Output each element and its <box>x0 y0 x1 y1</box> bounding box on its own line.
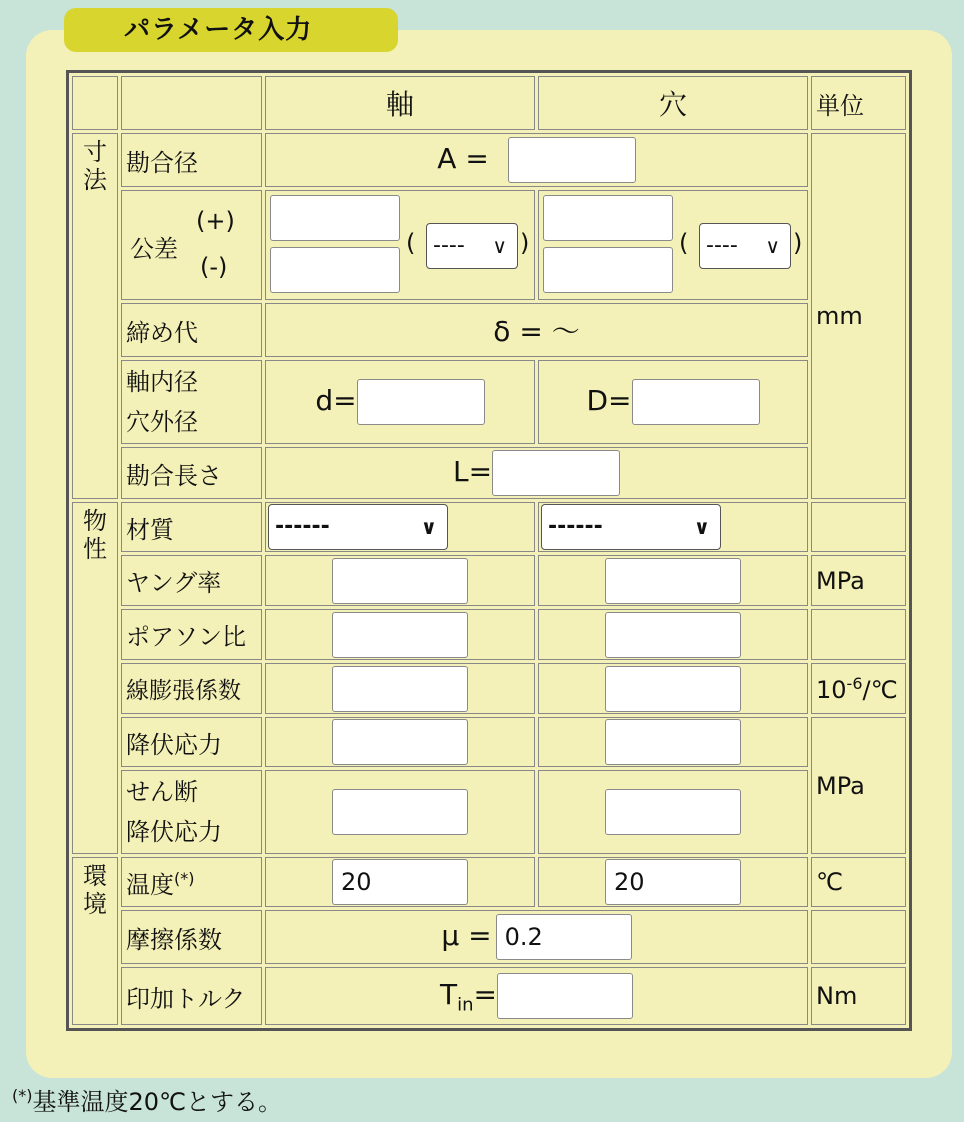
label-tolerance: 公差 <box>130 235 178 263</box>
label-tolerance-plus: (+) <box>196 207 235 235</box>
paren-close: ) <box>520 229 530 257</box>
label-temperature-cell <box>121 857 262 907</box>
hole-temperature-input[interactable]: 20 <box>605 859 741 905</box>
paren-open: ( <box>406 229 416 257</box>
label-tolerance-cell <box>121 190 262 300</box>
header-blank <box>121 76 262 130</box>
shaft-tolerance-minus-input[interactable] <box>270 247 400 293</box>
shaft-young-input[interactable] <box>332 558 468 604</box>
label-hole-outer: 穴外径 <box>126 408 198 436</box>
label-shear: せん断 <box>126 778 198 806</box>
shaft-tolerance-plus-input[interactable] <box>270 195 400 241</box>
hole-poisson-input[interactable] <box>605 612 741 658</box>
tolerance-shaft-cell <box>265 190 535 300</box>
label-torque: 印加トルク <box>121 967 262 1025</box>
label-poisson: ポアソン比 <box>121 609 262 660</box>
fit-diameter-input[interactable] <box>508 137 636 183</box>
panel-title: パラメータ入力 <box>64 8 398 52</box>
label-interference: 締め代 <box>121 303 262 357</box>
fit-diameter-prefix: A = <box>437 142 489 175</box>
shaft-poisson-input[interactable] <box>332 612 468 658</box>
unit-expansion <box>811 663 906 714</box>
hole-shear-yield-input[interactable] <box>605 789 741 835</box>
category-dimensions: 寸法 <box>72 133 118 499</box>
tolerance-hole-cell <box>538 190 808 300</box>
corner-cell <box>72 76 118 130</box>
friction-prefix: μ = <box>441 919 492 952</box>
unit-poisson <box>811 609 906 660</box>
unit-material <box>811 502 906 552</box>
header-unit: 単位 <box>811 76 906 130</box>
chevron-down-icon: ∨ <box>693 515 710 539</box>
hole-grade-value: ---- <box>706 233 738 258</box>
unit-expansion-rest: /℃ <box>862 675 898 704</box>
unit-mm: mm <box>811 133 906 499</box>
label-tolerance-minus: (-) <box>200 253 228 281</box>
label-fit-length: 勘合長さ <box>121 447 262 499</box>
hole-young-input[interactable] <box>605 558 741 604</box>
shaft-grade-value: ---- <box>433 233 465 258</box>
label-yield: 降伏応力 <box>121 717 262 767</box>
shaft-material-select[interactable] <box>268 504 448 550</box>
unit-torque: Nm <box>811 967 906 1025</box>
fit-length-input[interactable] <box>492 450 620 496</box>
paren-open: ( <box>679 229 689 257</box>
torque-prefix-sub: in <box>457 994 474 1016</box>
torque-prefix <box>440 978 497 1016</box>
torque-prefix-main: T <box>440 978 458 1011</box>
chevron-down-icon: ∨ <box>492 234 507 258</box>
shaft-inner-prefix: d= <box>315 384 357 417</box>
unit-temperature: ℃ <box>811 857 906 907</box>
torque-prefix-eq: = <box>473 978 497 1011</box>
torque-input[interactable] <box>497 973 633 1019</box>
friction-input[interactable]: 0.2 <box>496 914 632 960</box>
hole-outer-input[interactable] <box>632 379 760 425</box>
header-shaft: 軸 <box>265 76 535 130</box>
chevron-down-icon: ∨ <box>765 234 780 258</box>
hole-tolerance-plus-input[interactable] <box>543 195 673 241</box>
paren-close: ) <box>793 229 803 257</box>
hole-material-select[interactable] <box>541 504 721 550</box>
footnote <box>12 1082 282 1117</box>
unit-young: MPa <box>811 555 906 606</box>
temperature-note-mark: (*) <box>174 868 195 888</box>
label-expansion: 線膨張係数 <box>121 663 262 714</box>
parameter-table <box>66 70 912 1031</box>
hole-tolerance-minus-input[interactable] <box>543 247 673 293</box>
unit-friction <box>811 910 906 964</box>
header-hole: 穴 <box>538 76 808 130</box>
unit-stress: MPa <box>811 717 906 854</box>
hole-yield-input[interactable] <box>605 719 741 765</box>
category-properties: 物性 <box>72 502 118 854</box>
shaft-tolerance-grade-select[interactable] <box>426 223 518 269</box>
label-friction: 摩擦係数 <box>121 910 262 964</box>
label-material: 材質 <box>121 502 262 552</box>
interference-value: δ = ～ <box>265 303 808 357</box>
hole-tolerance-grade-select[interactable] <box>699 223 791 269</box>
label-young: ヤング率 <box>121 555 262 606</box>
shaft-yield-input[interactable] <box>332 719 468 765</box>
hole-expansion-input[interactable] <box>605 666 741 712</box>
unit-expansion-base: 10 <box>816 675 847 704</box>
hole-material-value: ------ <box>548 514 603 539</box>
fit-length-prefix: L= <box>452 455 493 488</box>
label-shaft-inner: 軸内径 <box>126 368 198 396</box>
label-inner-outer <box>121 360 262 444</box>
shaft-material-value: ------ <box>275 514 330 539</box>
label-shear-yield <box>121 770 262 854</box>
label-temperature: 温度 <box>126 870 174 899</box>
shaft-expansion-input[interactable] <box>332 666 468 712</box>
shaft-temperature-input[interactable]: 20 <box>332 859 468 905</box>
shaft-inner-input[interactable] <box>357 379 485 425</box>
footnote-text: 基準温度20℃とする。 <box>32 1088 282 1116</box>
label-shear-yield-stress: 降伏応力 <box>126 818 222 846</box>
shaft-shear-yield-input[interactable] <box>332 789 468 835</box>
unit-expansion-exp: -6 <box>846 673 863 693</box>
hole-outer-prefix: D= <box>586 384 632 417</box>
category-environment: 環境 <box>72 857 118 1025</box>
footnote-mark: (*) <box>12 1086 33 1105</box>
chevron-down-icon: ∨ <box>420 515 437 539</box>
label-fit-diameter: 勘合径 <box>121 133 262 187</box>
